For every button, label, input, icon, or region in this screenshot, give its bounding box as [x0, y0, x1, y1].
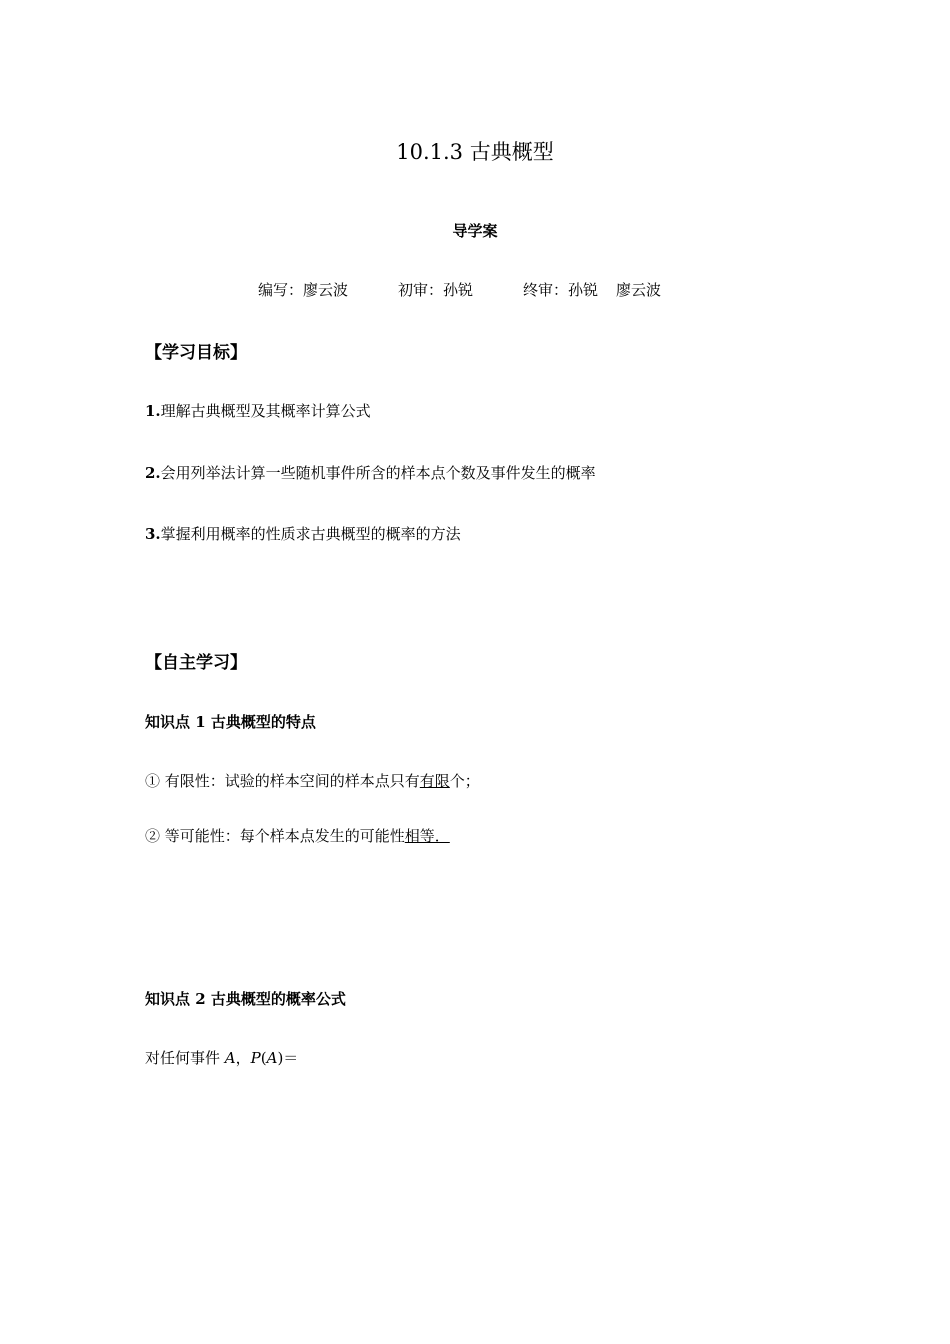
- knowledge-point-2-heading: 知识点 2 古典概型的概率公式: [145, 990, 346, 1008]
- answer-blank: 相等．: [404, 827, 450, 845]
- probability-formula: [145, 1047, 298, 1068]
- formula-close: )＝: [277, 1049, 299, 1067]
- item-suffix: 个；: [449, 772, 480, 790]
- objective-number: 3.: [145, 525, 161, 543]
- objective-item: [145, 523, 461, 544]
- objective-number: 2.: [145, 464, 161, 482]
- objectives-heading: 【学习目标】: [145, 343, 247, 363]
- author-credit: 编写：廖云波: [258, 281, 349, 299]
- objective-text: 理解古典概型及其概率计算公式: [160, 402, 371, 420]
- final-reviewer-credit: 终审：孙锐: [523, 281, 599, 299]
- formula-arg: A: [266, 1049, 278, 1067]
- item-prefix: ① 有限性：试验的样本空间的样本点只有: [145, 772, 420, 790]
- objective-number: 1.: [145, 402, 161, 420]
- answer-blank: 有限: [419, 772, 450, 790]
- objective-item: [145, 462, 596, 483]
- final-reviewer-credit-2: 廖云波: [616, 281, 662, 299]
- self-study-heading: 【自主学习】: [145, 653, 247, 673]
- knowledge-point-1-heading: 知识点 1 古典概型的特点: [145, 713, 316, 731]
- formula-separator: ，: [235, 1049, 251, 1067]
- credits-line: [258, 279, 661, 300]
- formula-prefix: 对任何事件: [145, 1049, 225, 1067]
- document-title: 10.1.3 古典概型: [396, 140, 554, 164]
- objective-item: [145, 400, 371, 421]
- formula-p: P: [250, 1049, 261, 1067]
- formula-open: (: [260, 1049, 267, 1067]
- objective-text: 会用列举法计算一些随机事件所含的样本点个数及事件发生的概率: [160, 464, 596, 482]
- knowledge-point-1-item: [145, 825, 460, 846]
- document-subtitle: 导学案: [452, 222, 498, 240]
- knowledge-point-1-item: [145, 770, 480, 791]
- objective-text: 掌握利用概率的性质求古典概型的概率的方法: [160, 525, 461, 543]
- item-prefix: ② 等可能性：每个样本点发生的可能性: [145, 827, 405, 845]
- formula-event: A: [224, 1049, 236, 1067]
- reviewer-credit: 初审：孙锐: [398, 281, 474, 299]
